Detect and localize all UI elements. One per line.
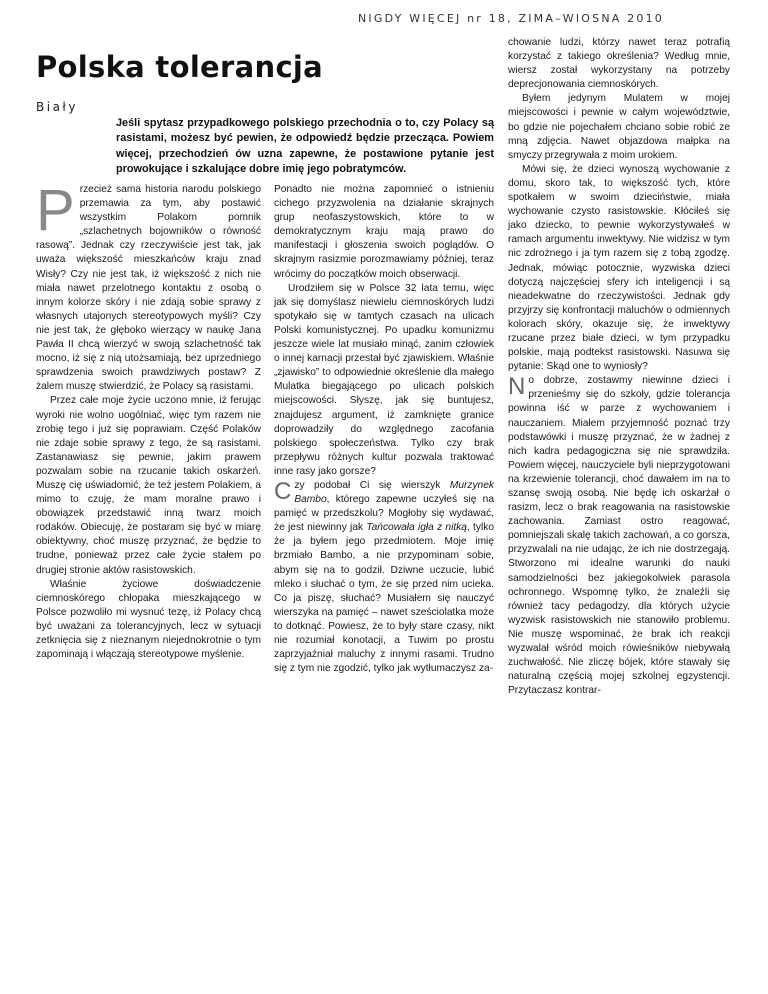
article-title: Polska tolerancja: [36, 50, 324, 84]
text-column-1: [36, 178, 261, 662]
running-header: NIGDY WIĘCEJ nr 18, ZIMA–WIOSNA 2010: [357, 12, 664, 25]
paragraph: Mówi się, że dzieci wynoszą wychowanie z domu, skoro tak, to większość tych, które spotkałem w swoim dzieciństwie, miała wychowanie czysto rasistowskie. Kłóciłeś się jako dziecko, to pewnie wykorzystywałeś w ramach argumentu inwektywy. Nie widzisz w tym nic zdrożnego i ja tym razem się z tobą zgodzę. Jednak, mówiąc potocznie, wyzwiska dzieci dotyczą najczęściej sfery ich inteligencji i są nieadekwatne do rzeczywistości. Jednak gdy przyjrzy się konfrontacji maluchów o odmiennych kolorach skóry, okazuje się, że inwektywy rzucane przez białe dzieci, w tym przypadku polskie, mają podtekst rasistowski. Nasuwa się pytanie: Skąd one to wyniosły?: [508, 163, 730, 373]
drop-cap: N: [508, 373, 526, 401]
article-author: Biały: [36, 100, 78, 114]
paragraph: [36, 178, 261, 394]
paragraph-text: zy podobał Ci się wierszyk: [294, 479, 450, 491]
poem-title: Tańcowała igła z nitką: [366, 522, 467, 534]
paragraph: chowanie ludzi, którzy nawet teraz potrafią korzystać z takiego określenia? Według mnie, wiersz został wykorzystany na potrzeby deprecjonowania ciemnoskórych.: [508, 37, 730, 91]
text-column-3: [508, 36, 730, 698]
drop-cap: C: [274, 477, 292, 505]
article-lead: Jeśli spytasz przypadkowego polskiego przechodnia o to, czy Polacy są rasistami, możesz być pewien, że odpowiedź będzie przecząca. Powiem więcej, przechodzień ów uzna zapewne, że postawione pytanie jest prowokujące i szkalujące dobre imię jego pobratymców.: [116, 117, 494, 175]
paragraph: [274, 479, 494, 676]
poem-title: Murzynek Bambo: [294, 479, 494, 506]
paragraph-text: o dobrze, zostawmy niewinne dzieci i przenieśmy się do szkoły, gdzie tolerancja powinna iść w parze z wychowaniem i nauczaniem. Miałem przyjemność poznać trzy podstawówki i muszę przyznać, że w żadnej z nich kadra pedagogiczna się nie sprawdziła. Powiem więcej, nauczyciele byli nieprzygotowani na krzewienie tolerancji, choć dawałem im na to szansę swoją osobą. Nie będę ich oskarżał o rasizm, lecz o brak reagowania na rasistowskie zachowania. Zamiast ostro reagować, pomniejszali skalę takich zachowań, a co gorsza, przyzwalali na nie udając, że ich nie dostrzegają. Stworzono mi idealne warunki do nauki samodzielności bez jakiegokolwiek parasola ochronnego. Wspomnę tylko, że znaleźli się również tacy pedagodzy, dla których użycie wyzwisk rasistowskich nie stanowiło problemu. Nie muszę wspominać, że brak ich reakcji wyzwalał wśród moich rówieśników niebywałą zuchwałość. Nie zliczę bójek, które stawały się naturalną częścią mojej szkolnej egzystencji. Przytaczasz kontrar-: [508, 375, 730, 697]
paragraph-text: , którego zapewne uczyłeś się na pamięć w przedszkolu? Mogłoby się wydawać, że jest niewinny jak: [274, 494, 494, 534]
paragraph-text: rzecież sama historia narodu polskiego przemawia za tym, aby postawić wszystkim Polakom pomnik „szlachetnych bojowników o równość rasową”. Jednak czy rzeczywiście jest tak, jak uważa większość mieszkańców kraju znad Wisły? Czy nie jest tak, iż większość z nich nie miała nawet przelotnego kontaktu z osobą o innym kolorze skóry i nie zdają sobie sprawy z własnych utajonych stereotypowych myśli? Czy nie jest tak, że głęboko wierzący w naukę Jana Pawła II chcą wierzyć w swoją szlachetność tak mocno, iż się z nią utożsamiają, bez uprzedniego sprawdzenia swoich prawdziwych postaw? Z żalem muszę stwierdzić, że Polacy są rasistami.: [36, 184, 261, 393]
text-column-2: [274, 183, 494, 676]
paragraph: Właśnie życiowe doświadczenie ciemnoskórego chłopaka mieszkającego w Polsce pozwoliło mi wysnuć tezę, iż Polacy chcą być uważani za tolerancyjnych, lecz w sytuacji zetknięcia się z nieznanym niejednokrotnie o tym zapominają i włączają stereotypowe myślenie.: [36, 578, 261, 661]
paragraph: Ponadto nie można zapomnieć o istnieniu cichego przyzwolenia na działanie skrajnych grup neofaszystowskich, które to w demokratycznym kraju mają prawo do manifestacji i głoszenia swoich poglądów. O skrajnym rasizmie porozmawiamy później, teraz wrócimy do początków moich obserwacji.: [274, 184, 494, 280]
paragraph: Byłem jedynym Mulatem w mojej miejscowości i pewnie w całym województwie, bo gdzie nie pojechałem chciano sobie robić ze mną zdjęcia. Nawet objazdowa małpka na smyczy przegrywała z moim urokiem.: [508, 93, 730, 161]
paragraph: Przez całe moje życie uczono mnie, iż ferując wyroki nie wolno uogólniać, więc tym razem nie zrobię tego i już się poprawiam. Część Polaków nie zdaje sobie sprawy z tego, że są rasistami. Zastanawiasz się pewnie, jakim prawem pozwalam sobie na rzucanie takich oskarżeń. Muszę cię uświadomić, że też jestem Polakiem, a mimo to czuję, że mam moralne prawo i obowiązek przedstawić inną twarz moich rodaków. Obiecuję, że postaram się być w miarę obiektywny, choć muszę przyznać, że będzie to trudne, ponieważ przez całe życie stałem po drugiej stronie aktów rasistowskich.: [36, 395, 261, 576]
paragraph: [508, 374, 730, 698]
paragraph-text: , tylko że ja byłem jego przedmiotem. Moje imię brzmiało Bambo, a nie przypominam sobie, abym się na to godził. Dziwne uczucie, lubić mleko i słuchać o tym, że się przed nim ucieka. Co ja piszę, słuchać? Musiałem się nauczyć wierszyka na pamięć – nawet sześciolatka może to dotknąć. Powiesz, że to były stare czasy, nikt nie rozumiał konotacji, a Tuwim po prostu zaprzyjaźniał maluchy z innymi rasami. Trudno się z tym nie zgodzić, tylko jak wytłumaczysz za-: [274, 522, 494, 675]
paragraph: Urodziłem się w Polsce 32 lata temu, więc jak się domyślasz niewielu ciemnoskórych ludzi spotykało się w tamtych czasach na ulicach Polski komunistycznej. Po upadku komunizmu jeszcze wiele lat musiało minąć, zanim człowiek o innej karnacji przestał być zjawiskiem. Właśnie „zjawisko” to odpowiednie określenie dla małego Mulatka biegającego po ulicach polskich miejscowości. Słyszę, jak się buntujesz, znajdujesz argument, iż zamknięte granice doprowadziły do względnego zacofania polskiego społeczeństwa. Tylko czy brak przepływu różnych kultur pozwala traktować inne rasy jako gorsze?: [274, 282, 494, 477]
drop-cap: P: [36, 178, 75, 243]
